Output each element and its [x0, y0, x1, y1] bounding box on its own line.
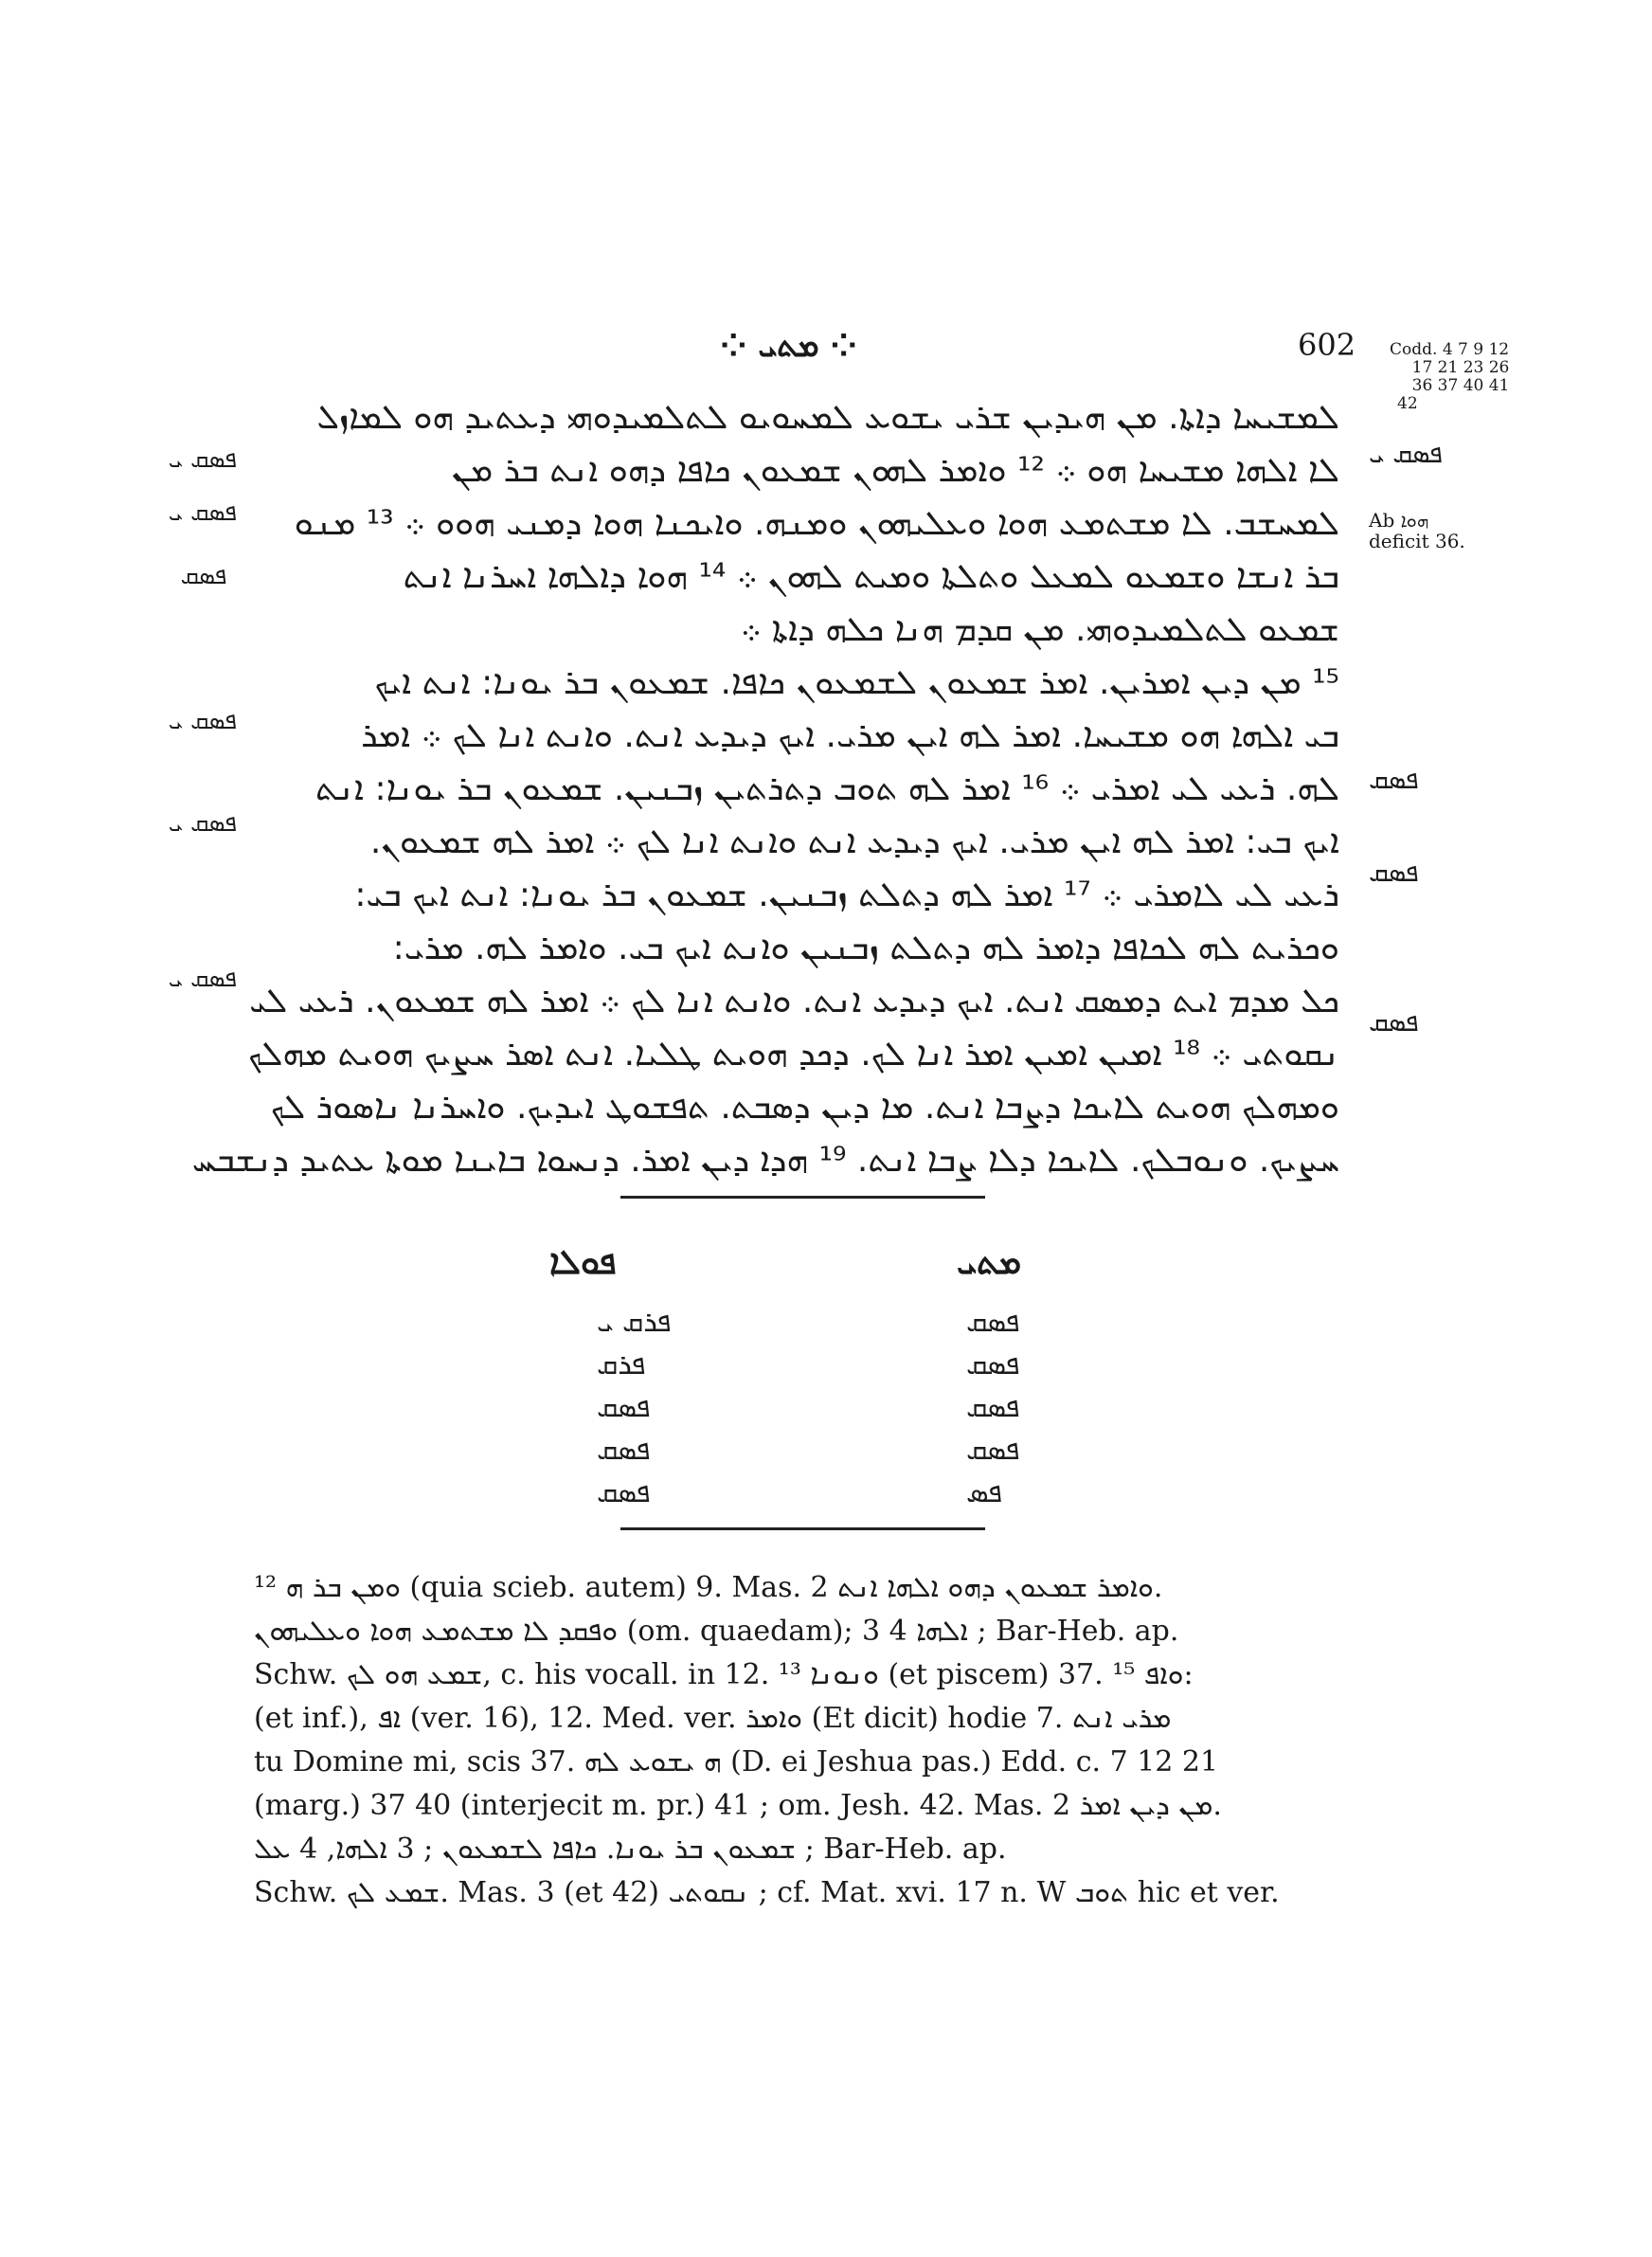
page-number: 602 [1298, 327, 1356, 363]
footnote-line: Schw. ܫܡܥ ܗܘ ܠܟ, c. his vocall. in 12. ¹³ ܘܢܘܢܐ (et piscem) 37. ¹⁵ ܘܐܦ: [254, 1658, 1194, 1691]
table-cell-right: ܦܣܩ [966, 1391, 1020, 1424]
text-line: ¹⁵ ܡܢ ܕܝܢ ܐܡܪܝܢ. ܐܡܪ ܫܡܥܘܢ ܠܫܡܥܘܢ ܟܐܦܐ. ܫܡܥܘܢ ܒܪ ܝܘܢܐ: ܐܢܬ ܐܝܟ [374, 663, 1339, 702]
divider-rule [620, 1196, 985, 1199]
codices-line: 36 37 40 41 [1411, 376, 1510, 395]
table-cell-left: ܦܪܩ ܝ [597, 1306, 672, 1339]
text-line: ܫܡܥܘ ܠܬܠܡܝܕܘܗܝ. ܡܢ ܩܕܡ ܗܢܐ ܟܠܗ ܕܐܬܐ ܀ [740, 610, 1339, 649]
footnote-line: ܘܦܩܕ ܠܐ ܡܫܬܡܥ ܗܘܐ ܘܥܠܝܗܘܢ (om. quaedam); 3 4 ܐܠܗܐ ; Bar-Heb. ap. [254, 1615, 1179, 1648]
right-margin-note: ܦܣܩ [1369, 857, 1419, 888]
table-cell-left: ܦܣܩ [597, 1434, 651, 1467]
table-cell-right: ܦܣܩ [966, 1434, 1020, 1467]
codices-line: Codd. 4 7 9 12 [1390, 340, 1510, 359]
text-line: ܟܠ ܡܕܡ ܐܝܬ ܕܡܣܩ ܐܢܬ. ܐܝܟ ܕܝܕܥ ܐܢܬ. ܘܐܢܬ ܐܢܐ ܠܟ ܀ ܐܡܪ ܠܗ ܫܡܥܘܢ. ܪܥܝ ܠܝ [249, 982, 1339, 1020]
left-margin-note: ܦܣܩ [180, 562, 227, 590]
text-line: ܚܨܝܟ. ܘܢܘܒܠܟ. ܠܐܝܟܐ ܕܠܐ ܨܒܐ ܐܢܬ. ¹⁹ ܗܕܐ ܕܝܢ ܐܡܪ. ܕܢܚܘܐ ܒܐܝܢܐ ܡܘܬܐ ܥܬܝܕ ܕܢܫܒܚ [191, 1141, 1339, 1180]
footnote-line: tu Domine mi, scis 37. ܗ ܝܫܘܥ ܠܗ (D. ei Jeshua pas.) Edd. c. 7 12 21 [254, 1745, 1219, 1779]
right-margin-note: ܦܣܩ [1369, 1006, 1419, 1038]
footnote-line: (et inf.), ܐܦ (ver. 16), 12. Med. ver. ܘܐܡܪ (Et dicit) hodie 7. ܡܪܝ ܐܢܬ [254, 1702, 1172, 1735]
table-cell-right: ܦܣܩ [966, 1306, 1020, 1339]
text-line: ܘܡܗܠܟ ܗܘܝܬ ܠܐܝܟܐ ܕܨܒܐ ܐܢܬ. ܡܐ ܕܝܢ ܕܣܒܬ. ܬܦܫܘܛ ܐܝܕܝܟ. ܘܐܚܪܢܐ ܢܐܣܘܪ ܠܟ [270, 1088, 1339, 1127]
left-margin-note: ܦܣܩ ܝ [168, 965, 237, 993]
table-header-left: ܦܘܠܐ [549, 1243, 617, 1282]
table-cell-left: ܦܪܩ [597, 1348, 646, 1381]
text-line: ܢܩܘܬܝ ܀ ¹⁸ ܐܡܝܢ ܐܡܝܢ ܐܡܪ ܐܢܐ ܠܟ. ܕܟܕ ܗܘܝܬ ܛܠܝܐ. ܐܢܬ ܐܣܪ ܚܨܝܟ ܗܘܝܬ ܡܗܠܟ [248, 1035, 1339, 1074]
codices-line: 17 21 23 26 [1411, 358, 1510, 377]
footnote-line: ¹² ܘܡܢ ܒܪ ܗ (quia scieb. autem) 9. Mas. 2 ܘܐܡܪ ܫܡܥܘܢ ܕܗܘ ܐܠܗܐ ܐܢܬ. [254, 1571, 1163, 1604]
left-margin-note: ܦܣܩ ܝ [168, 809, 237, 838]
divider-rule [620, 1527, 985, 1530]
table-cell-right: ܦܣ [966, 1476, 1002, 1509]
variant-note-line: deficit 36. [1369, 530, 1465, 552]
codices-line: 42 [1397, 394, 1418, 413]
table-header-right: ܡܬܝ [957, 1243, 1022, 1282]
text-line: ܒܝ ܐܠܗܐ ܗܘ ܡܫܝܚܐ. ܐܡܪ ܠܗ ܐܝܢ ܡܪܝ. ܐܝܟ ܕܝܕܥ ܐܢܬ. ܘܐܢܬ ܐܢܐ ܠܟ ܀ ܐܡܪ [361, 716, 1339, 755]
text-line: ܒܪ ܐܢܫܐ ܘܫܡܥܘ ܠܡܥܠ ܘܬܠܬܐ ܘܡܝܬ ܠܗܘܢ ܀ ¹⁴ ܗܘܐ ܕܐܠܗܐ ܐܚܪܢܐ ܐܢܬ [403, 557, 1339, 596]
right-margin-note: ܦܣܩ ܝ [1369, 438, 1443, 469]
text-line: ܠܡܫܝܚܐ ܕܐܬܐ. ܡܢ ܗܝܕܝܢ ܫܪܝ ܝܫܘܥ ܠܡܚܘܝܘ ܠܬܠܡܝܕܘܗܝ ܕܥܬܝܕ ܗܘ ܠܡܐܙܠ [316, 398, 1339, 437]
table-cell-left: ܦܣܩ [597, 1391, 651, 1424]
text-line: ܠܗ. ܪܥܝ ܠܝ ܐܡܪܝ ܀ ¹⁶ ܐܡܪ ܠܗ ܬܘܒ ܕܬܪܬܝܢ ܙܒܢܝܢ. ܫܡܥܘܢ ܒܪ ܝܘܢܐ: ܐܢܬ [314, 769, 1339, 808]
text-line: ܘܟܪܝܬ ܠܗ ܠܟܐܦܐ ܕܐܡܪ ܠܗ ܕܬܠܬ ܙܒܢܝܢ ܘܐܢܬ ܐܝܟ ܒܝ. ܘܐܡܪ ܠܗ. ܡܪܝ: [392, 929, 1339, 967]
text-line: ܐܝܟ ܒܝ: ܐܡܪ ܠܗ ܐܝܢ ܡܪܝ. ܐܝܟ ܕܝܕܥ ܐܢܬ ܘܐܢܬ ܐܢܐ ܠܟ ܀ ܐܡܪ ܠܗ ܫܡܥܘܢ. [369, 822, 1339, 861]
text-line: ܪܥܝ ܠܝ ܠܐܡܪܝ ܀ ¹⁷ ܐܡܪ ܠܗ ܕܬܠܬ ܙܒܢܝܢ. ܫܡܥܘܢ ܒܪ ܝܘܢܐ: ܐܢܬ ܐܝܟ ܒܝ: [354, 876, 1339, 914]
variant-note-line: Ab ܗܘܐ [1369, 509, 1429, 532]
left-margin-note: ܦܣܩ ܝ [168, 498, 237, 527]
variant-note [1369, 510, 1465, 551]
running-title: ⁘ ܡܬܝ ⁘ [720, 327, 857, 365]
table-cell-right: ܦܣܩ [966, 1348, 1020, 1381]
text-line: ܠܐ ܐܠܗܐ ܡܫܝܚܐ ܗܘ ܀ ¹² ܘܐܡܪ ܠܗܘܢ ܫܡܥܘܢ ܟܐܦܐ ܕܗܘ ܐܢܬ ܒܪ ܡܢ [452, 451, 1339, 490]
left-margin-note: ܦܣܩ ܝ [168, 707, 237, 735]
table-cell-left: ܦܣܩ [597, 1476, 651, 1509]
codices-list [1390, 341, 1532, 413]
right-margin-note: ܦܣܩ [1369, 764, 1419, 795]
footnote-line: (marg.) 37 40 (interjecit m. pr.) 41 ; om. Jesh. 42. Mas. 2 ܡܢ ܕܝܢ ܐܡܪ. [254, 1789, 1222, 1822]
footnote-line: Schw. ܫܡܥ ܠܟ. Mas. 3 (et 42) ܢܩܘܬܝ ; cf. Mat. xvi. 17 n. W ܬܘܒ hic et ver. [254, 1876, 1280, 1909]
left-margin-note: ܦܣܩ ܝ [168, 445, 237, 474]
text-line: ܠܡܚܫܒ. ܠܐ ܡܫܬܡܥ ܗܘܐ ܘܥܠܝܗܘܢ ܘܡܢܗ. ܘܐܝܟܢܐ ܗܘܐ ܕܡܢܝ ܗܘܘ ܀ ¹³ ܡܢܘ [294, 504, 1339, 543]
footnote-line: ܫܡܥܘܢ ܒܪ ܝܘܢܐ. ܟܐܦܐ ܠܫܡܥܘܢ ; 3 ܐܠܗܐ, 4 ܥܠ ; Bar-Heb. ap. [254, 1833, 1007, 1866]
